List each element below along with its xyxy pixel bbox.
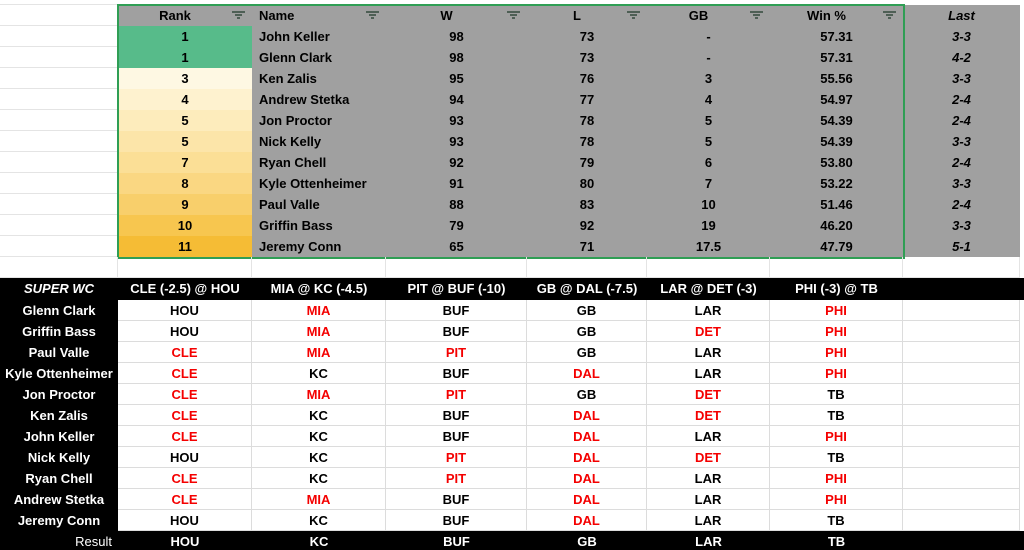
pick-cell[interactable]: BUF <box>386 489 527 510</box>
standings-cell-gb[interactable]: 10 <box>701 197 716 212</box>
standings-cell-gb[interactable]: 7 <box>704 176 713 191</box>
pick-cell[interactable]: KC <box>252 405 386 426</box>
picks-table <box>0 278 1024 550</box>
standings-header-label: Rank <box>159 8 191 23</box>
standings-cell-w[interactable]: 91 <box>449 176 464 191</box>
standings-cell-rank[interactable]: 8 <box>118 173 252 194</box>
empty-cell[interactable] <box>903 489 1020 510</box>
standings-cell-last[interactable]: 4-2 <box>952 50 971 65</box>
standings-cell-l[interactable]: 73 <box>579 50 595 65</box>
pick-cell[interactable]: CLE <box>118 363 252 384</box>
filter-icon-bar <box>750 11 763 13</box>
picks-row <box>0 384 1024 405</box>
empty-cell[interactable] <box>0 173 118 194</box>
standings-header-win_pct[interactable] <box>770 5 903 26</box>
filter-icon-bar <box>235 14 242 16</box>
standings-row <box>118 215 1020 236</box>
standings-cell-l[interactable]: 76 <box>579 71 595 86</box>
standings-cell-win_pct[interactable]: 46.20 <box>820 218 853 233</box>
empty-cell[interactable] <box>0 194 118 215</box>
standings-header-row <box>118 5 1020 26</box>
result-cell[interactable]: TB <box>827 534 846 549</box>
pick-cell[interactable]: BUF <box>386 510 527 531</box>
filter-icon-bar <box>232 11 245 13</box>
pick-cell[interactable]: PHI <box>770 363 903 384</box>
standings-row <box>118 68 1020 89</box>
filter-icon-bar <box>886 14 893 16</box>
pick-cell[interactable]: DAL <box>527 489 647 510</box>
empty-cell <box>903 531 1024 550</box>
pick-cell[interactable]: PIT <box>386 342 527 363</box>
standings-cell-rank[interactable]: 1 <box>118 47 252 68</box>
standings-row <box>118 89 1020 110</box>
empty-cell[interactable] <box>0 26 118 47</box>
filter-icon-bar <box>753 14 760 16</box>
standings-header-gb[interactable] <box>647 5 770 26</box>
standings-cell-last[interactable]: 3-3 <box>952 134 971 149</box>
picker-name[interactable]: Ryan Chell <box>0 468 118 489</box>
standings-cell-rank[interactable]: 4 <box>118 89 252 110</box>
pick-cell[interactable]: BUF <box>386 363 527 384</box>
pick-cell[interactable]: GB <box>527 342 647 363</box>
picker-name[interactable]: Griffin Bass <box>0 321 118 342</box>
empty-cell[interactable] <box>903 321 1020 342</box>
pick-cell[interactable]: DAL <box>527 363 647 384</box>
filter-icon[interactable] <box>750 11 763 20</box>
standings-row <box>118 26 1020 47</box>
standings-cell-last[interactable]: 2-4 <box>952 155 971 170</box>
standings-cell-name[interactable]: John Keller <box>259 29 330 44</box>
standings-cell-name[interactable]: Glenn Clark <box>259 50 332 65</box>
empty-cell[interactable] <box>0 68 118 89</box>
standings-cell-win_pct[interactable]: 54.39 <box>820 134 853 149</box>
pick-cell[interactable]: PIT <box>386 447 527 468</box>
standings-cell-win_pct[interactable]: 54.97 <box>820 92 853 107</box>
pick-cell[interactable]: MIA <box>252 384 386 405</box>
standings-cell-gb[interactable]: 17.5 <box>695 239 722 254</box>
empty-cell[interactable] <box>0 257 118 278</box>
empty-cell <box>903 278 1024 300</box>
result-cell[interactable]: LAR <box>695 534 722 549</box>
empty-cell[interactable] <box>903 510 1020 531</box>
standings-cell-rank[interactable]: 11 <box>118 236 252 257</box>
pick-cell[interactable]: GB <box>527 384 647 405</box>
standings-row <box>118 236 1020 257</box>
matchup-header[interactable]: PIT @ BUF (-10) <box>407 281 506 296</box>
pick-cell[interactable]: PHI <box>770 342 903 363</box>
picks-row <box>0 405 1024 426</box>
standings-cell-gb[interactable]: 5 <box>704 113 713 128</box>
standings-cell-last[interactable]: 2-4 <box>952 113 971 128</box>
standings-header-label: L <box>573 8 581 23</box>
empty-cell[interactable] <box>118 257 252 278</box>
picker-name[interactable]: Nick Kelly <box>0 447 118 468</box>
filter-icon-bar <box>512 17 515 19</box>
standings-row <box>118 47 1020 68</box>
row-gutter <box>0 4 118 257</box>
standings-cell-w[interactable]: 65 <box>449 239 464 254</box>
standings-cell-gb[interactable]: 3 <box>704 71 713 86</box>
standings-cell-rank[interactable]: 5 <box>118 131 252 152</box>
empty-cell[interactable] <box>0 47 118 68</box>
pick-cell[interactable]: KC <box>252 447 386 468</box>
picks-row <box>0 447 1024 468</box>
empty-cell[interactable] <box>527 257 647 278</box>
standings-cell-last[interactable]: 3-3 <box>952 71 971 86</box>
result-cell[interactable]: BUF <box>443 534 470 549</box>
empty-cell[interactable] <box>903 384 1020 405</box>
standings-cell-w[interactable]: 88 <box>449 197 464 212</box>
result-cell[interactable]: HOU <box>170 534 200 549</box>
standings-cell-w[interactable]: 98 <box>449 50 464 65</box>
standings-cell-l[interactable]: 77 <box>579 92 595 107</box>
standings-cell-last[interactable]: 2-4 <box>952 92 971 107</box>
pick-cell[interactable]: DET <box>647 405 770 426</box>
pick-cell[interactable]: LAR <box>647 342 770 363</box>
pick-cell[interactable]: DET <box>647 321 770 342</box>
pick-cell[interactable]: PHI <box>770 300 903 321</box>
filter-icon[interactable] <box>627 11 640 20</box>
pick-cell[interactable]: MIA <box>252 300 386 321</box>
pick-cell[interactable]: DAL <box>527 510 647 531</box>
standings-cell-w[interactable]: 92 <box>449 155 464 170</box>
result-cell[interactable]: GB <box>577 534 597 549</box>
matchup-header[interactable]: CLE (-2.5) @ HOU <box>130 281 240 296</box>
standings-cell-rank[interactable]: 9 <box>118 194 252 215</box>
filter-icon-bar <box>366 11 379 13</box>
pick-cell[interactable]: CLE <box>118 489 252 510</box>
standings-cell-gb[interactable]: 6 <box>704 155 713 170</box>
pick-cell[interactable]: DAL <box>527 426 647 447</box>
picker-name[interactable]: Paul Valle <box>0 342 118 363</box>
standings-cell-win_pct[interactable]: 53.22 <box>820 176 853 191</box>
empty-cell[interactable] <box>903 300 1020 321</box>
picks-row <box>0 510 1024 531</box>
empty-cell[interactable] <box>770 257 903 278</box>
standings-cell-gb[interactable]: - <box>706 50 711 65</box>
standings-cell-name[interactable]: Kyle Ottenheimer <box>259 176 367 191</box>
pick-cell[interactable]: KC <box>252 426 386 447</box>
picker-name[interactable]: Jeremy Conn <box>0 510 118 531</box>
matchup-header[interactable]: LAR @ DET (-3) <box>660 281 757 296</box>
grid-gap-row <box>0 257 1024 278</box>
empty-cell[interactable] <box>903 426 1020 447</box>
filter-icon-bar <box>883 11 896 13</box>
empty-cell[interactable] <box>903 405 1020 426</box>
standings-cell-last[interactable]: 5-1 <box>952 239 971 254</box>
standings-cell-last[interactable]: 3-3 <box>952 29 971 44</box>
pick-cell[interactable]: PIT <box>386 468 527 489</box>
pick-cell[interactable]: BUF <box>386 321 527 342</box>
standings-cell-l[interactable]: 79 <box>579 155 595 170</box>
pick-cell[interactable]: TB <box>770 384 903 405</box>
filter-icon-bar <box>627 11 640 13</box>
picker-name[interactable]: Kyle Ottenheimer <box>0 363 118 384</box>
standings-cell-l[interactable]: 83 <box>579 197 595 212</box>
standings-cell-rank[interactable]: 3 <box>118 68 252 89</box>
standings-cell-win_pct[interactable]: 51.46 <box>820 197 853 212</box>
standings-cell-win_pct[interactable]: 54.39 <box>820 113 853 128</box>
standings-header-label: W <box>440 8 453 23</box>
picks-title[interactable]: SUPER WC <box>23 281 95 296</box>
pick-cell[interactable]: GB <box>527 321 647 342</box>
pick-cell[interactable]: LAR <box>647 426 770 447</box>
filter-icon[interactable] <box>883 11 896 20</box>
pick-cell[interactable]: KC <box>252 468 386 489</box>
standings-header-label: Name <box>259 8 295 23</box>
matchup-header[interactable]: GB @ DAL (-7.5) <box>536 281 638 296</box>
pick-cell[interactable]: CLE <box>118 384 252 405</box>
pick-cell[interactable]: HOU <box>118 510 252 531</box>
filter-icon-bar <box>237 17 240 19</box>
standings-row <box>118 194 1020 215</box>
standings-cell-w[interactable]: 93 <box>449 113 464 128</box>
empty-cell[interactable] <box>903 468 1020 489</box>
picks-row <box>0 321 1024 342</box>
standings-table <box>118 5 1020 257</box>
standings-cell-win_pct[interactable]: 53.80 <box>820 155 853 170</box>
pick-cell[interactable]: DAL <box>527 468 647 489</box>
filter-icon[interactable] <box>507 11 520 20</box>
empty-cell[interactable] <box>0 152 118 173</box>
pick-cell[interactable]: MIA <box>252 342 386 363</box>
picks-row <box>0 426 1024 447</box>
pick-cell[interactable]: PHI <box>770 321 903 342</box>
standings-row <box>118 131 1020 152</box>
standings-cell-last[interactable]: 3-3 <box>952 176 971 191</box>
pick-cell[interactable]: TB <box>770 405 903 426</box>
matchup-header[interactable]: MIA @ KC (-4.5) <box>270 281 368 296</box>
standings-cell-name[interactable]: Griffin Bass <box>259 218 333 233</box>
standings-header-w[interactable] <box>386 5 527 26</box>
standings-cell-l[interactable]: 73 <box>579 29 595 44</box>
pick-cell[interactable]: LAR <box>647 468 770 489</box>
filter-icon[interactable] <box>232 11 245 20</box>
standings-cell-w[interactable]: 94 <box>449 92 464 107</box>
filter-icon-bar <box>510 14 517 16</box>
standings-cell-w[interactable]: 79 <box>449 218 464 233</box>
empty-cell[interactable] <box>0 110 118 131</box>
pick-cell[interactable]: PIT <box>386 384 527 405</box>
standings-cell-rank[interactable]: 7 <box>118 152 252 173</box>
standings-cell-name[interactable]: Jeremy Conn <box>259 239 342 254</box>
empty-cell[interactable] <box>903 257 1020 278</box>
picks-row <box>0 300 1024 321</box>
standings-row <box>118 110 1020 131</box>
pick-cell[interactable]: PHI <box>770 468 903 489</box>
empty-cell[interactable] <box>0 215 118 236</box>
standings-cell-gb[interactable]: 4 <box>704 92 713 107</box>
picker-name[interactable]: Andrew Stetka <box>0 489 118 510</box>
pick-cell[interactable]: HOU <box>118 321 252 342</box>
empty-cell[interactable] <box>0 89 118 110</box>
pick-cell[interactable]: CLE <box>118 405 252 426</box>
standings-cell-w[interactable]: 93 <box>449 134 464 149</box>
standings-cell-rank[interactable]: 10 <box>118 215 252 236</box>
empty-cell[interactable] <box>903 363 1020 384</box>
empty-cell[interactable] <box>903 342 1020 363</box>
pick-cell[interactable]: DAL <box>527 405 647 426</box>
pick-cell[interactable]: CLE <box>118 426 252 447</box>
standings-cell-name[interactable]: Jon Proctor <box>259 113 332 128</box>
standings-cell-w[interactable]: 95 <box>449 71 464 86</box>
standings-cell-l[interactable]: 92 <box>579 218 595 233</box>
pick-cell[interactable]: CLE <box>118 468 252 489</box>
standings-header-label: GB <box>688 8 709 23</box>
standings-cell-win_pct[interactable]: 55.56 <box>820 71 853 86</box>
filter-icon-bar <box>632 17 635 19</box>
standings-header-label: Last <box>948 8 975 23</box>
pick-cell[interactable]: TB <box>770 510 903 531</box>
standings-cell-name[interactable]: Ryan Chell <box>259 155 327 170</box>
standings-cell-last[interactable]: 2-4 <box>952 197 971 212</box>
pick-cell[interactable]: DET <box>647 447 770 468</box>
standings-cell-last[interactable]: 3-3 <box>952 218 971 233</box>
picker-name[interactable]: Glenn Clark <box>0 300 118 321</box>
empty-cell[interactable] <box>0 131 118 152</box>
empty-cell[interactable] <box>0 5 118 26</box>
filter-icon-bar <box>630 14 637 16</box>
result-cell[interactable]: KC <box>309 534 329 549</box>
pick-cell[interactable]: CLE <box>118 342 252 363</box>
standings-cell-win_pct[interactable]: 57.31 <box>820 50 853 65</box>
pick-cell[interactable]: BUF <box>386 426 527 447</box>
empty-cell[interactable] <box>252 257 386 278</box>
pick-cell[interactable]: DAL <box>527 447 647 468</box>
standings-cell-name[interactable]: Paul Valle <box>259 197 320 212</box>
pick-cell[interactable]: PHI <box>770 426 903 447</box>
pick-cell[interactable]: TB <box>770 447 903 468</box>
matchup-header[interactable]: PHI (-3) @ TB <box>795 281 878 296</box>
standings-header-label: Win % <box>807 8 846 23</box>
result-row <box>0 531 1024 550</box>
standings-cell-l[interactable]: 78 <box>579 113 595 128</box>
standings-cell-gb[interactable]: 19 <box>701 218 716 233</box>
picks-row <box>0 342 1024 363</box>
standings-cell-w[interactable]: 98 <box>449 29 464 44</box>
pick-cell[interactable]: LAR <box>647 300 770 321</box>
standings-header-l[interactable] <box>527 5 647 26</box>
standings-cell-l[interactable]: 71 <box>579 239 595 254</box>
standings-cell-gb[interactable]: 5 <box>704 134 713 149</box>
standings-cell-l[interactable]: 78 <box>579 134 595 149</box>
filter-icon-bar <box>371 17 374 19</box>
standings-header-rank[interactable] <box>118 5 252 26</box>
picker-name[interactable]: Ken Zalis <box>0 405 118 426</box>
picks-row <box>0 489 1024 510</box>
empty-cell[interactable] <box>647 257 770 278</box>
standings-cell-gb[interactable]: - <box>706 29 711 44</box>
pick-cell[interactable]: HOU <box>118 300 252 321</box>
pick-cell[interactable]: LAR <box>647 510 770 531</box>
picks-header-row <box>0 278 1024 300</box>
pick-cell[interactable]: BUF <box>386 300 527 321</box>
picker-name[interactable]: Jon Proctor <box>0 384 118 405</box>
standings-cell-name[interactable]: Nick Kelly <box>259 134 322 149</box>
standings-cell-win_pct[interactable]: 57.31 <box>820 29 853 44</box>
pick-cell[interactable]: MIA <box>252 489 386 510</box>
standings-cell-name[interactable]: Andrew Stetka <box>259 92 350 107</box>
standings-header-name[interactable] <box>252 5 386 26</box>
filter-icon-bar <box>755 17 758 19</box>
picks-row <box>0 468 1024 489</box>
pick-cell[interactable]: KC <box>252 510 386 531</box>
pick-cell[interactable]: KC <box>252 363 386 384</box>
pick-cell[interactable]: PHI <box>770 489 903 510</box>
standings-cell-l[interactable]: 80 <box>579 176 595 191</box>
standings-cell-win_pct[interactable]: 47.79 <box>820 239 853 254</box>
result-label: Result <box>75 534 112 549</box>
standings-row <box>118 152 1020 173</box>
filter-icon-bar <box>507 11 520 13</box>
empty-cell[interactable] <box>903 447 1020 468</box>
standings-cell-rank[interactable]: 5 <box>118 110 252 131</box>
pick-cell[interactable]: LAR <box>647 363 770 384</box>
filter-icon-bar <box>369 14 376 16</box>
filter-icon-bar <box>888 17 891 19</box>
pick-cell[interactable]: LAR <box>647 489 770 510</box>
pick-cell[interactable]: HOU <box>118 447 252 468</box>
filter-icon[interactable] <box>366 11 379 20</box>
standings-cell-name[interactable]: Ken Zalis <box>259 71 317 86</box>
pick-cell[interactable]: DET <box>647 384 770 405</box>
picks-row <box>0 363 1024 384</box>
pick-cell[interactable]: GB <box>527 300 647 321</box>
empty-cell[interactable] <box>0 236 118 257</box>
pick-cell[interactable]: BUF <box>386 405 527 426</box>
pick-cell[interactable]: MIA <box>252 321 386 342</box>
picker-name[interactable]: John Keller <box>0 426 118 447</box>
standings-header-last[interactable] <box>903 5 1020 26</box>
standings-cell-rank[interactable]: 1 <box>118 26 252 47</box>
empty-cell[interactable] <box>386 257 527 278</box>
standings-row <box>118 173 1020 194</box>
